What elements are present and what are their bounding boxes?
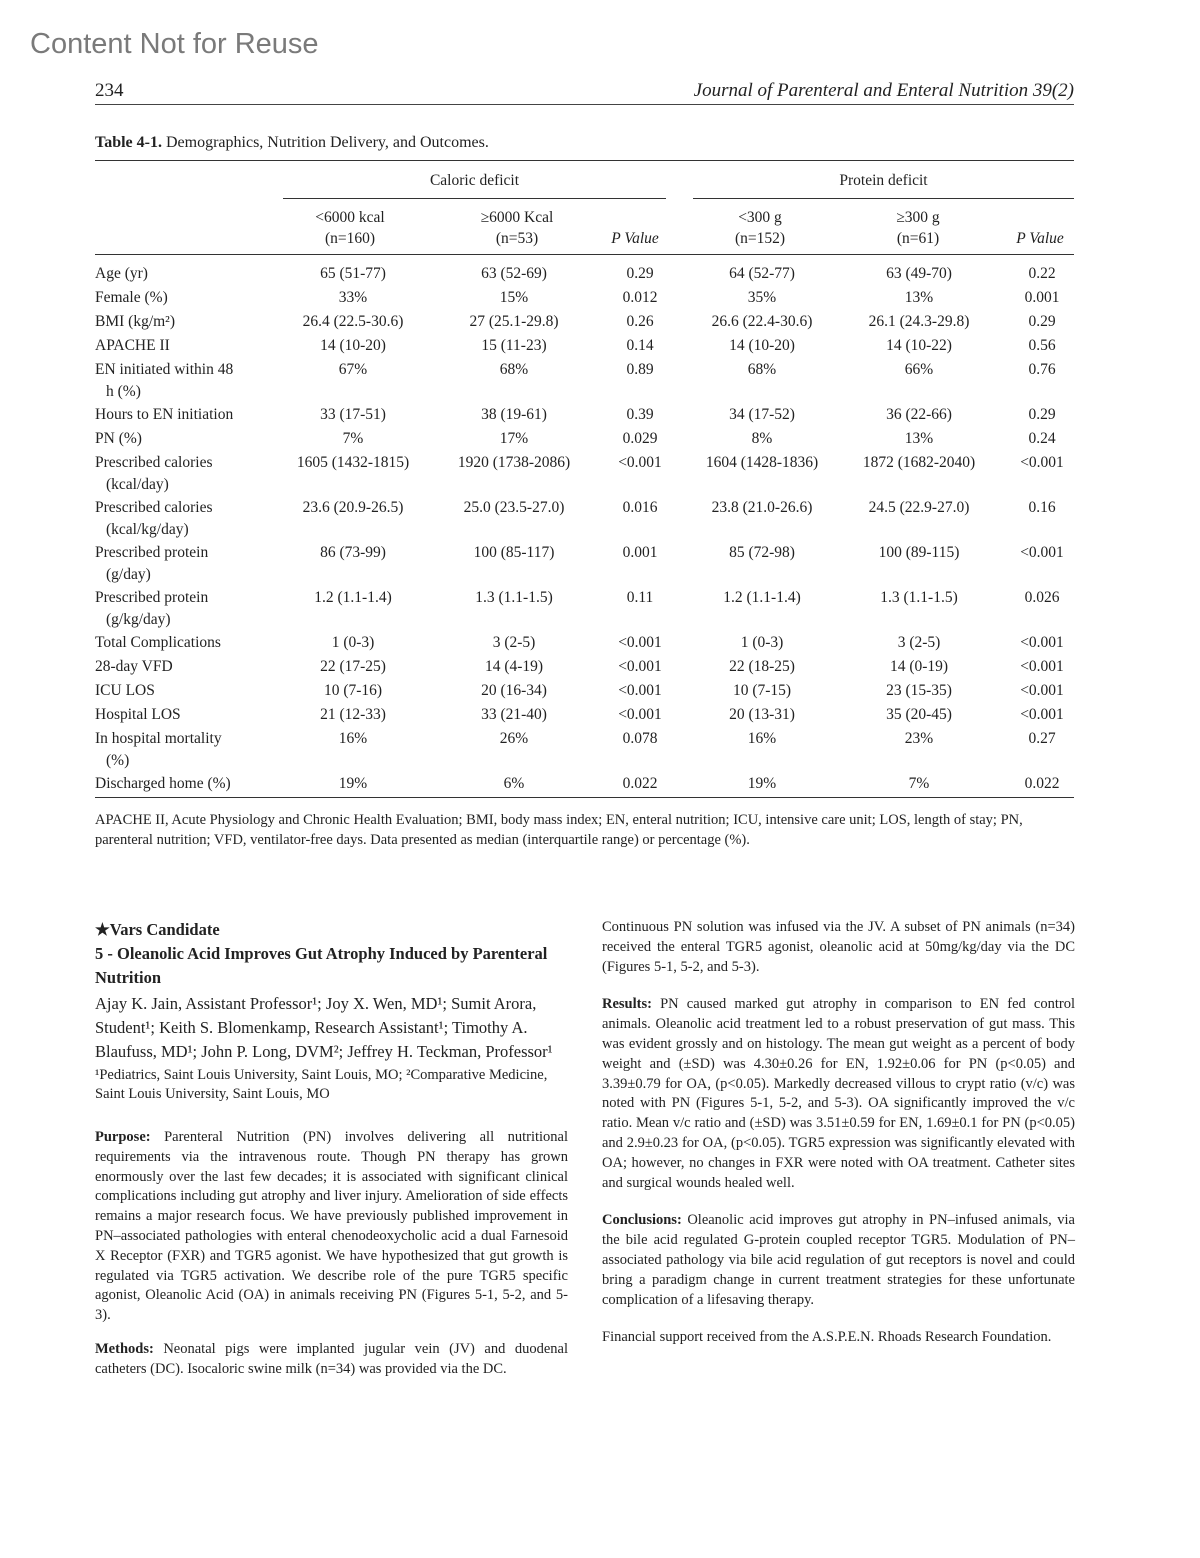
table-cell: 1872 (1682-2040) [862,454,976,471]
table-cell: 0.016 [622,499,658,516]
table-cell: 23% [904,730,934,747]
table-caption-text: Demographics, Nutrition Delivery, and Outcomes. [165,134,489,151]
table-cell: 0.22 [1028,265,1056,282]
table-cell: 3 (2-5) [492,634,536,651]
table-cell: 0.24 [1028,430,1056,447]
table-cell: 22 (18-25) [729,658,795,675]
table-cell: 27 (25.1-29.8) [469,313,559,330]
table-cell: 0.026 [1024,589,1060,606]
table-cell: 1.3 (1.1-1.5) [475,589,553,606]
row-label [95,452,295,496]
col-header-under-300: <300 g (n=152) [734,209,786,247]
table-cell: 35% [747,289,777,306]
row-label-line: Prescribed calories [95,454,213,471]
table-cell: 63 (52-69) [481,265,547,282]
col-header-under-6000: <6000 kcal (n=160) [315,209,385,247]
table-cell: 34 (17-52) [729,406,795,423]
purpose-text: Parenteral Nutrition (PN) involves delivering all nutritional requirements via the intravenous route. Though PN therapy has grown enormously over the last few decades; it is associated with significant clinical complications including gut atrophy and liver injury. Amelioration of side effects remains a major research focus. We have previously published improvement in PN–associated pathologies with enteral chenodeoxycholic acid a dual Farnesoid X Receptor (FXR) and TGR5 agonist. We have hypothesized that gut growth is regulated via TGR5 activation. We describe role of the pure TGR5 specific agonist, Oleanolic Acid (OA) in animals receiving PN (Figures 5-1, 5-2, and 5-3). [95,1129,569,1324]
table-cell: 15 (11-23) [481,337,547,354]
table-cell: 38 (19-61) [481,406,547,423]
table-cell: 0.078 [622,730,658,747]
table-cell: <0.001 [618,454,662,471]
conclusions-label: Conclusions: [602,1212,682,1229]
table-cell: 1605 (1432-1815) [296,454,410,471]
table-cell: 68% [499,361,529,378]
caloric-group-rule [283,198,666,199]
table-cell: 0.29 [1028,406,1056,423]
table-cell: 0.39 [626,406,654,423]
table-cell: 1604 (1428-1836) [705,454,819,471]
table-cell: 19% [338,775,368,792]
table-cell: 8% [751,430,773,447]
row-label [95,497,295,541]
row-label [95,773,295,795]
watermark: Content Not for Reuse [30,28,319,60]
table-cell: <0.001 [1020,658,1064,675]
header-rule [95,104,1074,105]
table-bottom-rule [95,797,1074,798]
table-cell: 0.29 [1028,313,1056,330]
abstract-title: 5 - Oleanolic Acid Improves Gut Atrophy Induced by Parenteral Nutrition [95,944,548,987]
table-cell: 19% [747,775,777,792]
purpose-paragraph [95,1128,568,1326]
methods-paragraph [95,1340,568,1380]
table-cell: 0.022 [1024,775,1060,792]
table-cell: 65 (51-77) [320,265,386,282]
row-label [95,359,295,403]
table-cell: 0.11 [626,589,654,606]
table-cell: 1 (0-3) [331,634,375,651]
table-cell: 10 (7-15) [732,682,792,699]
table-cell: 17% [499,430,529,447]
table-cell: 23.8 (21.0-26.6) [711,499,813,516]
row-label [95,287,295,309]
table-cell: 0.29 [626,265,654,282]
table-cell: 3 (2-5) [897,634,941,651]
row-label-line: 28-day VFD [95,658,173,675]
row-label [95,542,295,586]
table-cell: 86 (73-99) [320,544,386,561]
table-cell: 26.6 (22.4-30.6) [711,313,813,330]
row-label-line: Female (%) [95,289,168,306]
table-cell: 6% [503,775,525,792]
table-cell: <0.001 [618,634,662,651]
row-label-line: Hours to EN initiation [95,406,234,423]
row-label-line: Prescribed protein [95,589,209,606]
row-label [95,428,295,450]
table-cell: 100 (85-117) [473,544,555,561]
table-cell: 68% [747,361,777,378]
table-cell: 26.1 (24.3-29.8) [868,313,970,330]
row-label-line: h (%) [106,383,141,400]
row-label [95,632,295,654]
group-header-protein: Protein deficit [839,172,928,189]
row-label-line: Age (yr) [95,265,148,282]
header-bottom-rule [95,254,1074,255]
col-header-p-value-caloric: P Value [611,230,659,247]
table-cell: 20 (16-34) [481,682,547,699]
methods-text: Neonatal pigs were implanted jugular vein (JV) and duodenal catheters (DC). Isocaloric swine milk (n=34) was provided via the DC. [95,1340,568,1377]
row-label-line: BMI (kg/m²) [95,313,175,330]
table-cell: 14 (10-20) [320,337,386,354]
table-cell: 24.5 (22.9-27.0) [868,499,970,516]
table-cell: 0.26 [626,313,654,330]
row-label [95,404,295,426]
table-cell: 0.16 [1028,499,1056,516]
table-cell: 14 (4-19) [484,658,544,675]
table-cell: 7% [342,430,364,447]
table-cell: <0.001 [618,706,662,723]
table-cell: 23 (15-35) [886,682,952,699]
page-number: 234 [95,80,124,101]
award-label: ★Vars Candidate [95,920,220,939]
row-label-line: ICU LOS [95,682,155,699]
row-label [95,311,295,333]
row-label-line: Hospital LOS [95,706,181,723]
table-cell: <0.001 [1020,544,1064,561]
table-cell: <0.001 [1020,634,1064,651]
row-label [95,728,295,772]
row-label-line: Prescribed calories [95,499,213,516]
table-cell: <0.001 [1020,454,1064,471]
methods-label: Methods: [95,1340,154,1357]
row-label [95,656,295,678]
table-cell: 0.27 [1028,730,1056,747]
table-cell: 23.6 (20.9-26.5) [302,499,404,516]
row-label [95,335,295,357]
table-cell: 35 (20-45) [886,706,952,723]
table-caption-label: Table 4-1. [95,134,162,151]
table-cell: 21 (12-33) [320,706,386,723]
conclusions-text: Oleanolic acid improves gut atrophy in PN–infused animals, via the bile acid regulated G-protein coupled receptor TGR5. Modulation of PN–associated pathology via bile acid regulation of gut receptors is novel and could bring a paradigm change in current treatment strategies for these unfortunate complication of a lifesaving therapy. [602,1212,1075,1308]
table-cell: 14 (10-22) [886,337,952,354]
table-cell: 0.022 [622,775,658,792]
affiliations: ¹Pediatrics, Saint Louis University, Saint Louis, MO; ²Comparative Medicine, Saint Louis University, Saint Louis, MO [95,1067,548,1102]
table-cell: 16% [747,730,777,747]
table-cell: 66% [904,361,934,378]
results-text: PN caused marked gut atrophy in comparison to EN fed control animals. Oleanolic acid treatment led to a robust preservation of gut mass. This was evident grossly and on histology. The mean gut weight as a percent of body weight and (±SD) was 4.30±0.26 for EN, 1.92±0.06 for PN (p<0.05) and 3.39±0.79 for OA, (p<0.05). Markedly decreased villous to crypt ratio (v/c) was noted with PN (Figures 5-1, 5-2, and 5-3). OA significantly improved the v/c ratio. Mean v/c ratio and (±SD) was 3.51±0.59 for EN, 1.69±0.1 for PN (p<0.05) and 2.9±0.23 for OA, (p<0.05). TGR5 expression was significantly elevated with OA; however, no changes in FXR were noted with OA treatment. Catheter sites and surgical wounds healed well. [602,996,1075,1191]
table-caption [95,134,489,152]
table-cell: 33 (21-40) [481,706,547,723]
table-cell: 1.2 (1.1-1.4) [314,589,392,606]
group-header-caloric: Caloric deficit [429,172,520,189]
row-label-line: (%) [106,752,130,769]
table-cell: 0.89 [626,361,654,378]
table-cell: 14 (0-19) [889,658,949,675]
table-cell: 0.14 [626,337,654,354]
table-cell: 16% [338,730,368,747]
table-cell: 64 (52-77) [729,265,795,282]
table-cell: 1.3 (1.1-1.5) [880,589,958,606]
funding-note: Financial support received from the A.S.P.E.N. Rhoads Research Foundation. [602,1329,1052,1346]
table-cell: 20 (13-31) [729,706,795,723]
results-paragraph [602,995,1075,1193]
table-cell: 33% [338,289,368,306]
table-cell: 36 (22-66) [886,406,952,423]
table-cell: <0.001 [618,658,662,675]
results-label: Results: [602,996,652,1013]
table-cell: 33 (17-51) [320,406,386,423]
table-cell: 15% [499,289,529,306]
table-cell: 7% [908,775,930,792]
table-cell: 13% [904,430,934,447]
row-label-line: (kcal/day) [106,476,169,493]
row-label [95,587,295,631]
row-label-line: (kcal/kg/day) [106,521,189,538]
col-header-over-300: ≥300 g (n=61) [896,209,940,247]
row-label-line: EN initiated within 48 [95,361,234,378]
table-cell: 0.56 [1028,337,1056,354]
table-cell: 1.2 (1.1-1.4) [723,589,801,606]
journal-title: Journal of Parenteral and Enteral Nutrition 39(2) [693,80,1074,101]
table-cell: 85 (72-98) [729,544,795,561]
row-label [95,704,295,726]
table-cell: 0.001 [1024,289,1060,306]
table-cell: 1 (0-3) [740,634,784,651]
col-header-p-value-protein: P Value [1016,230,1064,247]
purpose-label: Purpose: [95,1129,151,1145]
table-cell: 25.0 (23.5-27.0) [463,499,565,516]
row-label-line: In hospital mortality [95,730,222,747]
row-label-line: Discharged home (%) [95,775,231,792]
table-cell: 10 (7-16) [323,682,383,699]
row-label-line: (g/kg/day) [106,611,171,628]
table-cell: <0.001 [1020,706,1064,723]
table-cell: 13% [904,289,934,306]
abstract-right-column [602,918,1075,1348]
table-cell: 26.4 (22.5-30.6) [302,313,404,330]
row-label [95,263,295,285]
table-cell: 67% [338,361,368,378]
table-cell: 100 (89-115) [878,544,960,561]
protein-group-rule [693,198,1074,199]
table-cell: 22 (17-25) [320,658,386,675]
table-cell: <0.001 [1020,682,1064,699]
conclusions-paragraph [602,1211,1075,1310]
table-cell: 0.001 [622,544,658,561]
col-header-over-6000: ≥6000 Kcal (n=53) [480,209,554,247]
row-label-line: Prescribed protein [95,544,209,561]
row-label-line: (g/day) [106,566,151,583]
table-cell: 0.76 [1028,361,1056,378]
table-cell: 63 (49-70) [886,265,952,282]
row-label-line: APACHE II [95,337,170,354]
methods-continued: Continuous PN solution was infused via the JV. A subset of PN animals (n=34) received the enteral TGR5 agonist, oleanolic acid at 50mg/kg/day via the DC (Figures 5-1, 5-2, and 5-3). [602,919,1075,975]
row-label-line: Total Complications [95,634,221,651]
row-label [95,680,295,702]
table-cell: <0.001 [618,682,662,699]
table-top-rule [95,160,1074,161]
table-cell: 0.029 [622,430,658,447]
table-cell: 0.012 [622,289,658,306]
table-cell: 26% [499,730,529,747]
abstract-left-column [95,918,568,1380]
table-footnote: APACHE II, Acute Physiology and Chronic Health Evaluation; BMI, body mass index; EN, enteral nutrition; ICU, intensive care unit; LOS, length of stay; PN, parenteral nutrition; VFD, ventilator-free days. Data presented as median (interquartile range) or percentage (%). [95,812,1023,848]
row-label-line: PN (%) [95,430,142,447]
authors: Ajay K. Jain, Assistant Professor¹; Joy X. Wen, MD¹; Sumit Arora, Student¹; Keith S. Blomenkamp, Research Assistant¹; Timothy A. Blaufuss, MD¹; John P. Long, DVM²; Jeffrey H. Teckman, Professor¹ [95,994,553,1061]
table-cell: 14 (10-20) [729,337,795,354]
table-cell: 1920 (1738-2086) [457,454,571,471]
